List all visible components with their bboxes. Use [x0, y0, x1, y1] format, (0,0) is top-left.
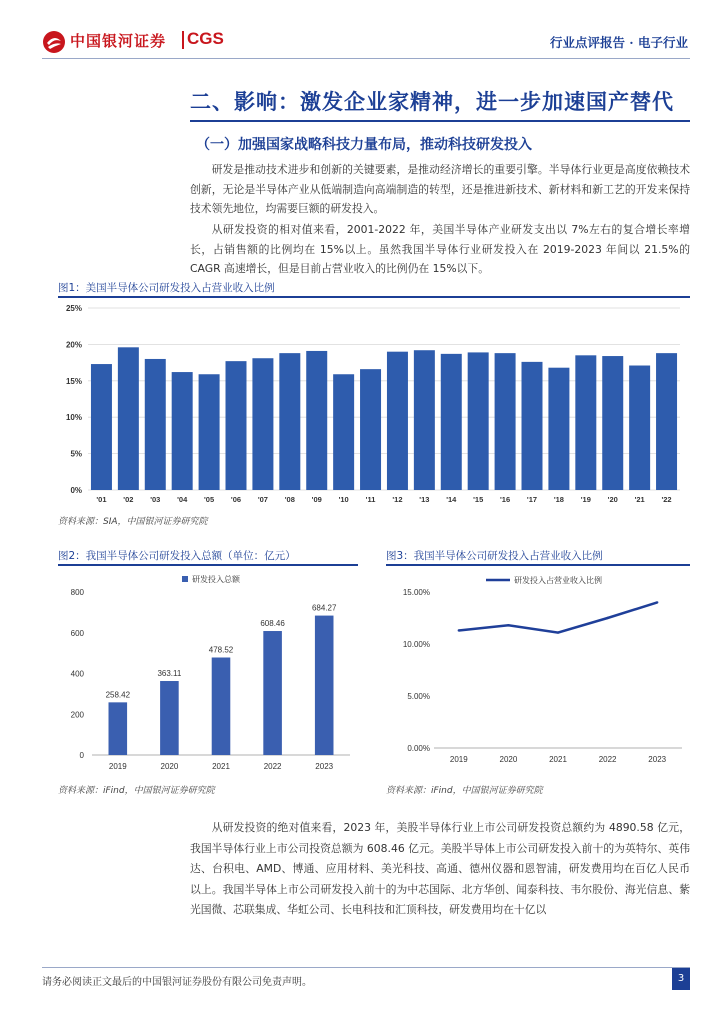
brand-name-en: CGS — [187, 29, 224, 48]
fig1-y-tick: 15% — [65, 376, 82, 386]
fig1-x-tick: '16 — [500, 495, 511, 504]
fig1-x-tick: '09 — [311, 495, 322, 504]
fig2-x-tick: 2020 — [160, 762, 179, 771]
fig1-source: 资料来源：SIA，中国银河证券研究院 — [58, 517, 208, 527]
fig3-x-tick: 2020 — [499, 755, 518, 764]
fig1-bar — [252, 358, 273, 490]
paragraph-3: 从研发投资的绝对值来看，2023 年，美股半导体行业上市公司研发投资总额约为 4890.58 亿元，我国半导体行业上市公司投资总额为 608.46 亿元。美股半导体上市公司研发投入前十的为英特尔、英伟达、台积电、AMD、博通、应用材料、美光科技、高通、德州仪器和恩智浦，研发费用均在百亿人民币以上。我国半导体上市公司研发投入前十的为中芯国际、北方华创、闻泰科技、韦尔股份、海光信息、紫光国微、芯联集成、华虹公司、长电科技和汇顶科技，研发费用均在十亿以 — [190, 821, 690, 916]
fig1-bar — [629, 366, 650, 490]
fig2-bar — [160, 681, 179, 755]
fig2-bar — [109, 702, 128, 755]
fig2-data-label: 363.11 — [157, 669, 182, 679]
fig2-x-tick: 2021 — [212, 762, 230, 771]
fig1-bar — [226, 361, 247, 490]
fig2-source: 资料来源：iFind，中国银河证券研究院 — [58, 786, 215, 796]
fig1-bar — [548, 368, 569, 490]
fig3-legend-label: 研发投入占营业收入比例 — [514, 576, 602, 585]
fig2-x-tick: 2022 — [263, 762, 282, 771]
brand-name-cn: 中国银河证券 — [70, 32, 167, 50]
fig1-x-tick: '02 — [123, 495, 134, 504]
fig2-title-rule — [58, 564, 358, 566]
fig1-bar — [656, 353, 677, 490]
fig1-bar — [414, 350, 435, 490]
fig1-bar — [172, 372, 193, 490]
fig1-x-tick: '05 — [204, 495, 215, 504]
fig2-y-tick: 600 — [70, 628, 84, 638]
fig3-title-rule — [386, 564, 690, 566]
fig2-data-label: 608.46 — [260, 619, 285, 629]
fig1-x-tick: '07 — [257, 495, 268, 504]
fig2-legend-label: 研发投入总额 — [192, 575, 240, 584]
fig2-data-label: 478.52 — [208, 645, 234, 655]
fig1-x-tick: '22 — [661, 495, 672, 504]
fig1-bar — [602, 356, 623, 490]
fig1-x-tick: '11 — [365, 495, 376, 504]
fig2-title: 图2：我国半导体公司研发投入总额（单位：亿元） — [58, 550, 296, 562]
fig2-data-label: 258.42 — [105, 690, 131, 700]
fig1-x-tick: '21 — [634, 495, 645, 504]
fig1-x-tick: '12 — [392, 495, 403, 504]
fig1-y-tick: 10% — [65, 413, 82, 423]
fig2-bar — [315, 616, 334, 755]
fig1-bar — [387, 352, 408, 490]
report-type: 行业点评报告 · 电子行业 — [549, 35, 688, 50]
fig1-x-tick: '15 — [473, 495, 484, 504]
fig2-x-tick: 2023 — [315, 762, 334, 771]
fig1-y-tick: 0% — [70, 486, 82, 495]
fig1-x-tick: '04 — [177, 495, 188, 504]
fig3-title: 图3：我国半导体公司研发投入占营业收入比例 — [386, 550, 603, 562]
fig1-bar — [522, 362, 543, 490]
section-title: 二、影响：激发企业家精神，进一步加速国产替代 — [190, 89, 674, 114]
fig1-x-tick: '18 — [553, 495, 564, 504]
fig1-bar — [145, 359, 166, 490]
fig1-bar — [495, 353, 516, 490]
fig1-x-tick: '19 — [580, 495, 591, 504]
fig1-bar — [575, 355, 596, 490]
fig1-title-rule — [58, 296, 690, 298]
footer-divider — [42, 967, 690, 968]
fig1-bar — [441, 354, 462, 490]
fig3-y-tick: 10.00% — [402, 640, 430, 649]
fig2-y-tick: 200 — [70, 710, 84, 720]
fig3-x-tick: 2023 — [648, 755, 667, 764]
fig3-point — [656, 601, 658, 603]
fig1-bar — [118, 347, 139, 490]
fig2-data-label: 684.27 — [311, 603, 337, 613]
fig1-x-tick: '13 — [419, 495, 430, 504]
paragraph-2: 从研发投资的相对值来看，2001-2022 年，美国半导体产业研发支出以 7%左右的复合增长率增长，占销售额的比例均在 15%以上。虽然我国半导体行业研发投入在 2019-2023 年间以 21.5%的 CAGR 高速增长，但是目前占营业收入的比例仍在 15%以下。 — [190, 223, 690, 275]
fig1-bar — [91, 364, 112, 490]
fig1-x-tick: '20 — [607, 495, 618, 504]
fig3-source: 资料来源：iFind，中国银河证券研究院 — [386, 786, 543, 796]
fig1-bar — [279, 353, 300, 490]
fig2-y-tick: 0 — [79, 751, 84, 760]
footer-disclaimer: 请务必阅读正文最后的中国银河证券股份有限公司免责声明。 — [42, 977, 312, 988]
fig2-y-tick: 400 — [70, 669, 84, 679]
fig2-x-tick: 2019 — [108, 762, 127, 771]
fig1-x-tick: '08 — [284, 495, 295, 504]
brand-separator — [182, 31, 184, 49]
fig3-series-line — [459, 602, 657, 632]
fig1-title: 图1：美国半导体公司研发投入占营业收入比例 — [58, 282, 275, 294]
fig2-legend-swatch — [182, 576, 188, 582]
fig1-chart-title: R&D Expenditures Percent of Sales — [96, 315, 248, 325]
fig3-x-tick: 2022 — [598, 755, 617, 764]
fig3-point — [557, 631, 559, 633]
fig1-x-tick: '03 — [150, 495, 161, 504]
fig3-point — [458, 629, 460, 631]
fig1-x-tick: '06 — [230, 495, 242, 504]
fig2-bar — [212, 658, 231, 755]
fig1-y-tick: 25% — [65, 304, 82, 313]
fig1-bar — [468, 352, 489, 490]
fig2-bar — [263, 631, 282, 755]
fig1-bar — [306, 351, 327, 490]
fig3-point — [507, 624, 509, 626]
fig1-x-tick: '14 — [446, 495, 457, 504]
fig3-y-tick: 5.00% — [407, 692, 430, 701]
subsection-title: （一）加强国家战略科技力量布局，推动科技研发投入 — [196, 137, 532, 153]
fig1-bar — [199, 374, 220, 490]
fig1-bar — [333, 374, 354, 490]
paragraph-1: 研发是推动技术进步和创新的关键要素，是推动经济增长的重要引擎。半导体行业更是高度依赖技术创新，无论是半导体产业从低端制造向高端制造的转型，还是推进新技术、新材料和新工艺的开发来保持技术领先地位，均需要巨额的研发投入。 — [190, 163, 690, 215]
fig1-bar — [360, 369, 381, 490]
fig1-chart — [58, 300, 690, 510]
fig3-x-tick: 2019 — [449, 755, 468, 764]
fig3-x-tick: 2021 — [549, 755, 567, 764]
header-divider — [42, 58, 690, 59]
brand-logo-icon — [42, 30, 66, 54]
fig1-x-tick: '01 — [96, 495, 107, 504]
fig3-y-tick: 0.00% — [407, 744, 430, 753]
fig2-chart — [58, 570, 358, 780]
fig3-y-tick: 15.00% — [402, 588, 430, 597]
fig1-x-tick: '10 — [338, 495, 349, 504]
fig3-chart — [386, 570, 690, 780]
fig3-point — [606, 617, 608, 619]
fig1-x-tick: '17 — [526, 495, 538, 504]
page-number: 3 — [672, 968, 690, 990]
fig1-y-tick: 5% — [70, 449, 82, 459]
section-underline — [190, 120, 690, 122]
fig1-y-tick: 20% — [65, 340, 82, 350]
fig2-y-tick: 800 — [70, 588, 84, 597]
